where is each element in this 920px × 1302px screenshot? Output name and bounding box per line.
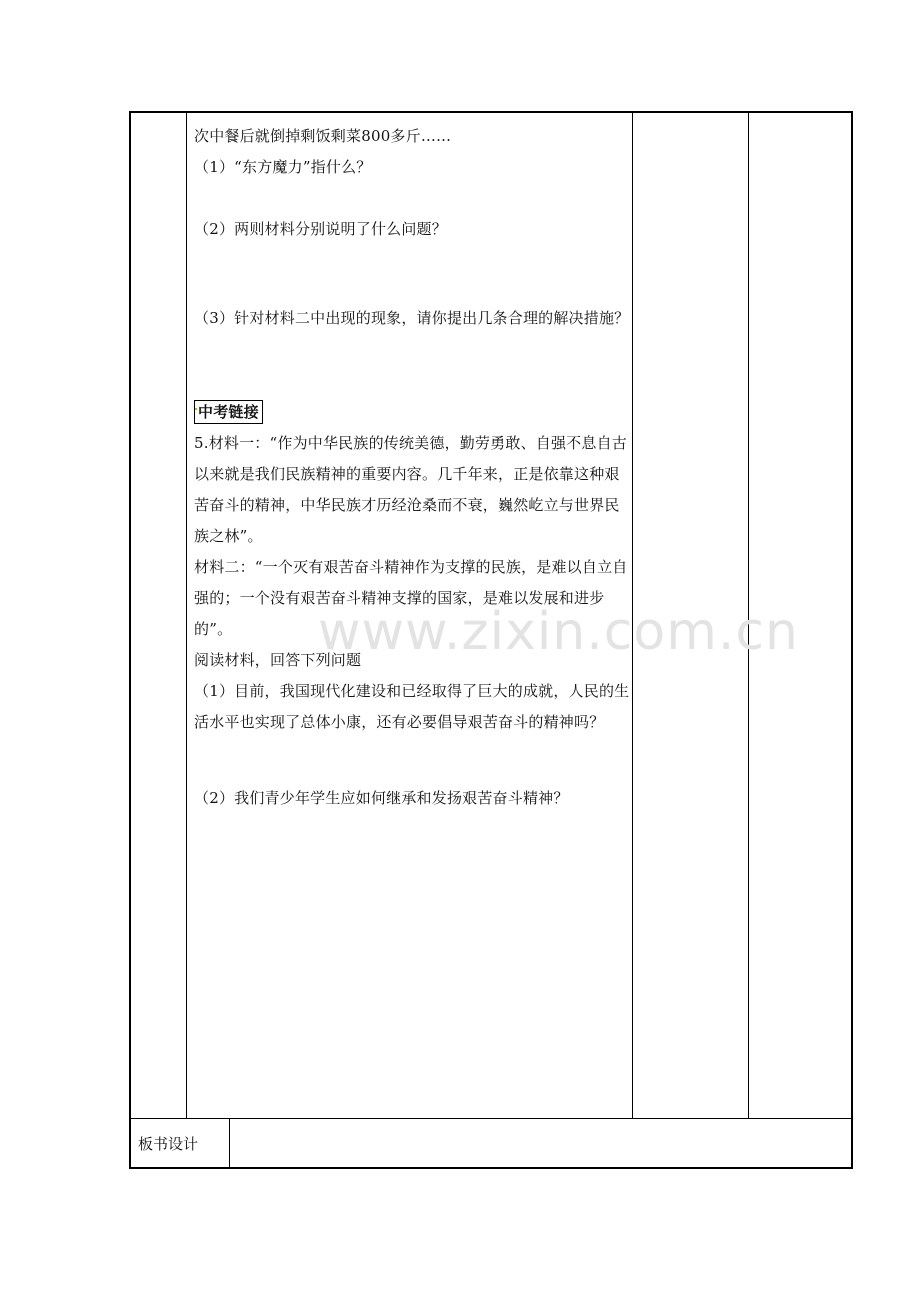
q5-instruction: 阅读材料，回答下列问题 [194, 651, 362, 669]
watermark: www.zixin.com.cn [318, 602, 799, 662]
q5-material-2: 材料二：“一个灭有艰苦奋斗精神作为支撑的民族，是难以自立自强的；一个没有艰苦奋斗精神支撑的国家，是难以发展和进步的”。 [194, 558, 628, 638]
board-design-label: 板书设计 [138, 1135, 199, 1153]
row-divider [130, 1118, 852, 1119]
question-2: （2）两则材料分别说明了什么问题？ [194, 220, 447, 238]
footer-divider [229, 1118, 230, 1168]
q5-material-1: 5.材料一：“作为中华民族的传统美德，勤劳勇敢、自强不息自古以来就是我们民族精神的重要内容。几千年来，正是依靠这种艰苦奋斗的精神，中华民族才历经沧桑而不衰，巍然屹立与世界民族之林”。 [194, 434, 627, 545]
q5-question-2: （2）我们青少年学生应如何继承和发扬艰苦奋斗精神？ [194, 789, 569, 807]
column-divider-1 [186, 112, 187, 1119]
section-heading: 中考链接 [194, 400, 263, 424]
material-line-1: 次中餐后就倒掉剩饭剩菜800多斤…… [194, 127, 452, 145]
question-1: （1）“东方魔力”指什么？ [194, 158, 372, 176]
lesson-content [194, 121, 630, 814]
question-3: （3）针对材料二中出现的现象，请你提出几条合理的解决措施？ [194, 309, 630, 327]
q5-question-1: （1）目前，我国现代化建设和已经取得了巨大的成就，人民的生活水平也实现了总体小康，还有必要倡导艰苦奋斗的精神吗？ [194, 682, 630, 731]
